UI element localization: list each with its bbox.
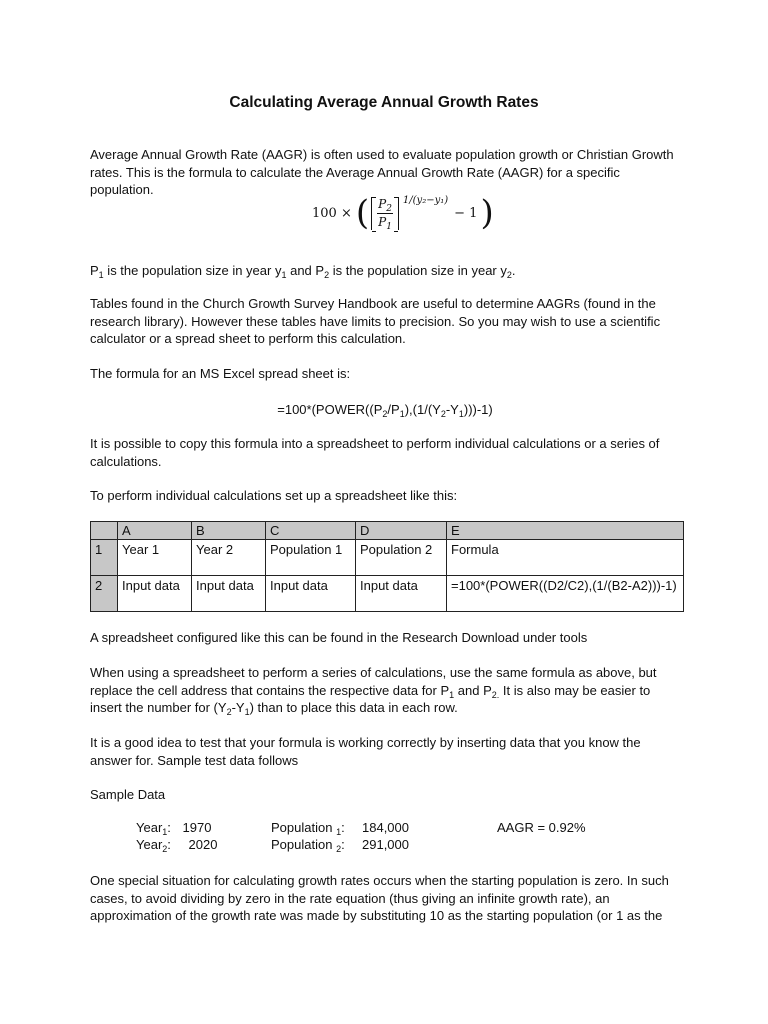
table-cell: Population 2 [356, 540, 447, 576]
sample-aagr-result: AAGR = 0.92% [497, 820, 586, 835]
special-paragraph: One special situation for calculating growth rates occurs when the starting population is zero. In such cases, to avoid dividing by zero in the rate equation (thus giving an infinite growth rate), an approximation of the growth rate was made by substituting 10 as the starting population (or 1 as the [90, 873, 669, 923]
formula-fraction [375, 197, 395, 230]
table-cell: Population 1 [266, 540, 356, 576]
formula-minus-one: − 1 [454, 205, 478, 221]
copy-paragraph: It is possible to copy this formula into a spreadsheet to perform individual calculations or a series of calculations. [90, 436, 660, 469]
table-row [91, 540, 684, 576]
table-header-cell: C [266, 522, 356, 540]
spreadsheet-table [90, 521, 684, 612]
definitions-paragraph: $P_1$ is the population size in year $y_1$ and $P_2$ is the population size in year $y_2$. [90, 263, 516, 280]
aagr-formula [312, 193, 494, 233]
table-header-cell: D [356, 522, 447, 540]
test-paragraph: It is a good idea to test that your formula is working correctly by inserting data that you know the answer for. Sample test data follows [90, 735, 641, 768]
formula-bracket [371, 197, 399, 230]
sample-population1: Population $_1$: [271, 820, 345, 837]
series-paragraph: When using a spreadsheet to perform a series of calculations, use the same formula as above, but replace the cell address that contains the respective data for $P_1$ and $P_{2.}$ It is also may be easier to insert the number for $(Y_2-Y_1)$ than to place this data in each row. [90, 665, 657, 717]
row-number-cell: 2 [91, 576, 118, 612]
table-cell: Input data [192, 576, 266, 612]
page-title: Calculating Average Annual Growth Rates [229, 94, 539, 111]
intro-paragraph: Average Annual Growth Rate (AAGR) is often used to evaluate population growth or Christian Growth rates. This is the formula to calculate the Average Annual Growth Rate (AAGR) for a specific population. [90, 147, 674, 197]
sample-population2-value: 291,000 [362, 837, 409, 852]
table-cell: Year 2 [192, 540, 266, 576]
setup-paragraph: To perform individual calculations set up a spreadsheet like this: [90, 488, 458, 503]
table-header-cell: A [118, 522, 192, 540]
excel-intro: The formula for an MS Excel spread sheet is: [90, 366, 351, 381]
tables-paragraph: Tables found in the Church Growth Survey Handbook are useful to determine AAGRs (found in the research library). However these tables have limits to precision. So you may wish to use a scientific calculator or a spread sheet to perform this calculation. [90, 296, 661, 346]
formula-denominator: $P_1$ [378, 214, 392, 232]
formula-hundred: 100 × [312, 205, 352, 221]
table-cell: Input data [356, 576, 447, 612]
sample-year1: Year$_1$: 1970 [136, 820, 212, 837]
formula-numerator: $P_2$ [378, 196, 392, 214]
sample-population1-value: 184,000 [362, 820, 409, 835]
sample-population2: Population $_2$: [271, 837, 345, 854]
row-number-cell: 1 [91, 540, 118, 576]
table-header-cell: E [447, 522, 684, 540]
excel-formula: $=100*(POWER((P_2/P_1),(1/(Y_2-Y_1)))-1)$ [277, 402, 493, 419]
table-cell: Input data [266, 576, 356, 612]
table-cell: Year 1 [118, 540, 192, 576]
sample-year2: Year$_2$: 2020 [136, 837, 218, 854]
table-header-cell: B [192, 522, 266, 540]
table-cell: =100*(POWER((D2/C2),(1/(B2-A2)))-1) [447, 576, 684, 612]
table-header-cell [91, 522, 118, 540]
formula-open-paren: ( [355, 193, 370, 233]
sample-heading: Sample Data [90, 787, 166, 802]
table-header-row [91, 522, 684, 540]
table-row [91, 576, 684, 612]
table-cell: Input data [118, 576, 192, 612]
formula-exponent: 1/(y₂−y₁) [402, 194, 449, 206]
download-paragraph: A spreadsheet configured like this can be found in the Research Download under tools [90, 630, 588, 645]
formula-close-paren: ) [480, 193, 494, 233]
table-cell: Formula [447, 540, 684, 576]
